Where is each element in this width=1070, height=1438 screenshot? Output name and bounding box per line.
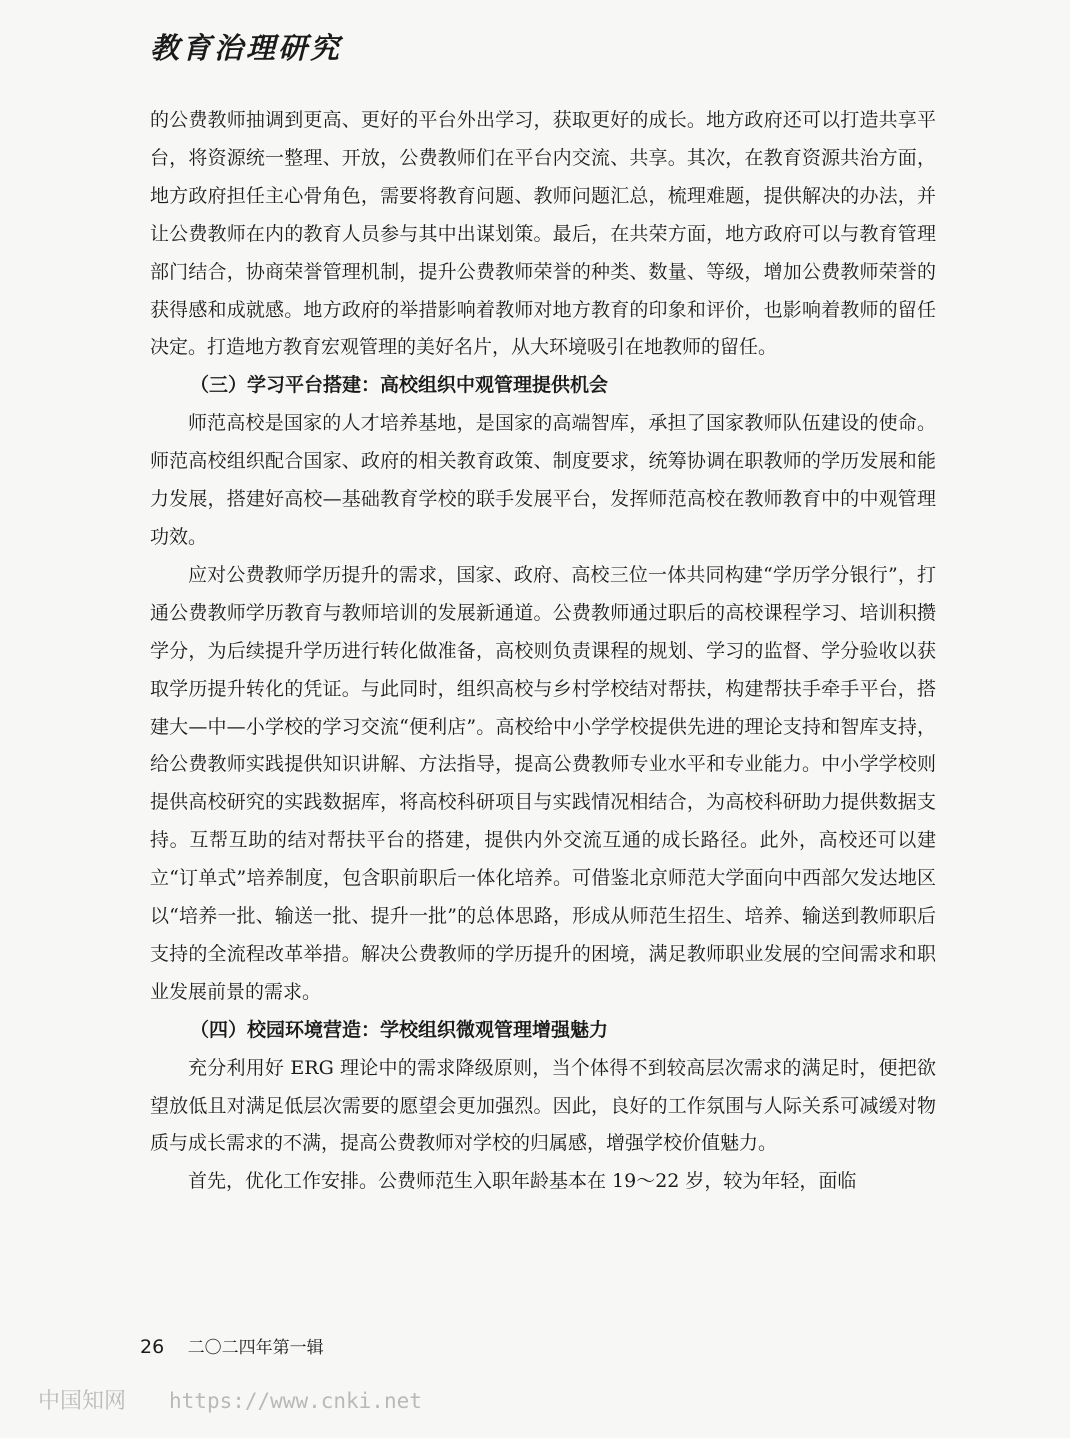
watermark-url: https://www.cnki.net	[169, 1389, 422, 1413]
paragraph: 充分利用好 ERG 理论中的需求降级原则，当个体得不到较高层次需求的满足时，便把欲望放低且对满足低层次需要的愿望会更加强烈。因此，良好的工作氛围与人际关系可减缓对物质与成长需求的不满，提高公费教师对学校的归属感，增强学校价值魅力。	[150, 1056, 936, 1155]
page-number: 26	[140, 1336, 165, 1358]
paragraph: 的公费教师抽调到更高、更好的平台外出学习，获取更好的成长。地方政府还可以打造共享平台，将资源统一整理、开放，公费教师们在平台内交流、共享。其次，在教育资源共治方面，地方政府担任主心骨角色，需要将教育问题、教师问题汇总，梳理难题，提供解决的办法，并让公费教师在内的教育人员参与其中出谋划策。最后，在共荣方面，地方政府可以与教育管理部门结合，协商荣誉管理机制，提升公费教师荣誉的种类、数量、等级，增加公费教师荣誉的获得感和成就感。地方政府的举措影响着教师对地方教育的印象和评价，也影响着教师的留任决定。打造地方教育宏观管理的美好名片，从大环境吸引在地教师的留任。	[150, 109, 936, 359]
watermark-brand: 中国知网	[38, 1389, 127, 1414]
issue-label: 二〇二四年第一辑	[187, 1338, 324, 1358]
article-body	[150, 102, 936, 1201]
journal-title: 教育治理研究	[150, 31, 343, 65]
section-heading-3: （三）学习平台搭建：高校组织中观管理提供机会	[190, 374, 609, 397]
cnki-watermark	[38, 1384, 422, 1415]
paragraph: 首先，优化工作安排。公费师范生入职年龄基本在 19～22 岁，较为年轻，面临	[188, 1170, 857, 1193]
paragraph: 师范高校是国家的人才培养基地，是国家的高端智库，承担了国家教师队伍建设的使命。师范高校组织配合国家、政府的相关教育政策、制度要求，统筹协调在职教师的学历发展和能力发展，搭建好高校—基础教育学校的联手发展平台，发挥师范高校在教师教育中的中观管理功效。	[150, 412, 936, 548]
paragraph: 应对公费教师学历提升的需求，国家、政府、高校三位一体共同构建“学历学分银行”，打通公费教师学历教育与教师培训的发展新通道。公费教师通过职后的高校课程学习、培训积攒学分，为后续提升学历进行转化做准备，高校则负责课程的规划、学习的监督、学分验收以获取学历提升转化的凭证。与此同时，组织高校与乡村学校结对帮扶，构建帮扶手牵手平台，搭建大—中—小学校的学习交流“便利店”。高校给中小学学校提供先进的理论支持和智库支持，给公费教师实践提供知识讲解、方法指导，提高公费教师专业水平和专业能力。中小学学校则提供高校研究的实践数据库，将高校科研项目与实践情况相结合，为高校科研助力提供数据支持。互帮互助的结对帮扶平台的搭建，提供内外交流互通的成长路径。此外，高校还可以建立“订单式”培养制度，包含职前职后一体化培养。可借鉴北京师范大学面向中西部欠发达地区以“培养一批、输送一批、提升一批”的总体思路，形成从师范生招生、培养、输送到教师职后支持的全流程改革举措。解决公费教师的学历提升的困境，满足教师职业发展的空间需求和职业发展前景的需求。	[150, 563, 936, 1003]
section-heading-4: （四）校园环境营造：学校组织微观管理增强魅力	[190, 1018, 609, 1041]
page-footer	[140, 1333, 324, 1358]
